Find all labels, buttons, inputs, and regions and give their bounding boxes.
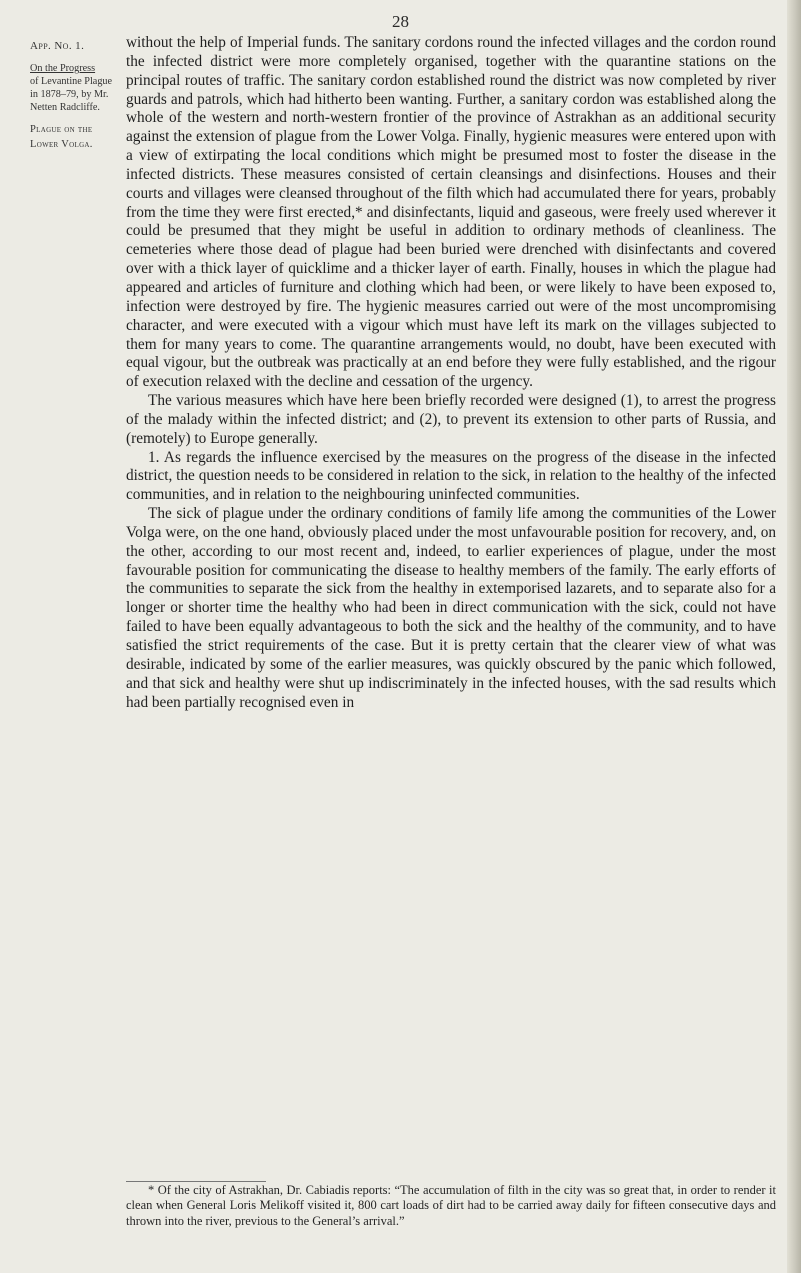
- body-paragraph: 1. As regards the influence exercised by the measures on the progress of the disease in the infected district, the question needs to be considered in relation to the sick, in relation to the healthy of the infected communities, and in relation to the neighbouring uninfected communities.: [126, 448, 776, 504]
- report-reference: [30, 62, 116, 114]
- appendix-label: App. No. 1.: [30, 40, 85, 52]
- report-reference-body: of Levantine Plague in 1878–79, by Mr. Netten Radcliffe.: [30, 76, 113, 113]
- margin-notes: [30, 40, 116, 152]
- footnote-divider: [126, 1181, 266, 1182]
- page-number: 28: [392, 12, 409, 31]
- running-head: Plague on the Lower Volga.: [30, 124, 93, 150]
- body-paragraph: The sick of plague under the ordinary conditions of family life among the communities of the Lower Volga were, on the one hand, obviously placed under the most unfavourable position for recovery, and, on the other, according to our most recent and, indeed, to earlier experiences of plague, under the most favourable position for communicating the disease to healthy members of the family. The early efforts of the communities to separate the sick from the healthy in extemporised lazarets, and to separate also for a longer or shorter time the healthy who had been in direct communication with the sick, could not have failed to have been equally advantageous to both the sick and the healthy of the community, and to have satisfied the strict requirements of the case. But it is pretty certain that the clearer view of what was desirable, indicated by some of the earlier measures, was quickly obscured by the panic which followed, and that sick and healthy were shut up indiscriminately in the infected houses, with the sad results which had been partially recognised even in: [126, 505, 776, 711]
- page-scan-edge: [787, 0, 801, 1273]
- main-text: [126, 34, 776, 712]
- footnote: * Of the city of Astrakhan, Dr. Cabiadis reports: “The accumulation of filth in the city was so great that, in order to render it clean when General Loris Melikoff visited it, 800 cart loads of dirt had to be carried away daily for fifteen consecutive days and thrown into the river, previous to the General’s arrival.”: [126, 1183, 776, 1228]
- body-paragraph: without the help of Imperial funds. The sanitary cordons round the infected villages and the cordon round the infected district were more completely organised, together with the quarantine stations on the principal routes of traffic. The sanitary cordon established round the district was now completed by river guards and patrols, which had hitherto been wanting. Further, a sanitary cordon was established along the whole of the western and north-western frontier of the province of Astrakhan as an additional security against the extension of plague from the Lower Volga. Finally, hygienic measures were entered upon with a view of extirpating the local conditions which might be presumed most to foster the disease in the infected districts. These measures consisted of certain cleansings and disinfections. Houses and their courts and villages were cleansed throughout of the filth which had accumulated there for years, probably from the time they were first erected,* and disinfectants, liquid and gaseous, were freely used wherever it could be presumed that they might be useful in addition to ordinary methods of cleanliness. The cemeteries where those dead of plague had been buried were drenched with disinfectants and covered over with a thick layer of quicklime and a thicker layer of earth. Finally, houses in which the plague had appeared and articles of furniture and clothing which had been, or were likely to have been exposed to, infection were destroyed by fire. The hygienic measures carried out were of the most uncompromising character, and were executed with a vigour which must have left its mark on the villages subjected to them for many years to come. The quarantine arrangements would, no doubt, have been executed with equal vigour, but the outbreak was practically at an end before they were fully established, and the rigour of execution relaxed with the decline and cessation of the urgency.: [126, 34, 776, 391]
- report-reference-title: On the Progress: [30, 63, 96, 74]
- body-paragraph: The various measures which have here been briefly recorded were designed (1), to arrest the progress of the malady within the infected district; and (2), to prevent its extension to other parts of Russia, and (remotely) to Europe generally.: [126, 392, 776, 447]
